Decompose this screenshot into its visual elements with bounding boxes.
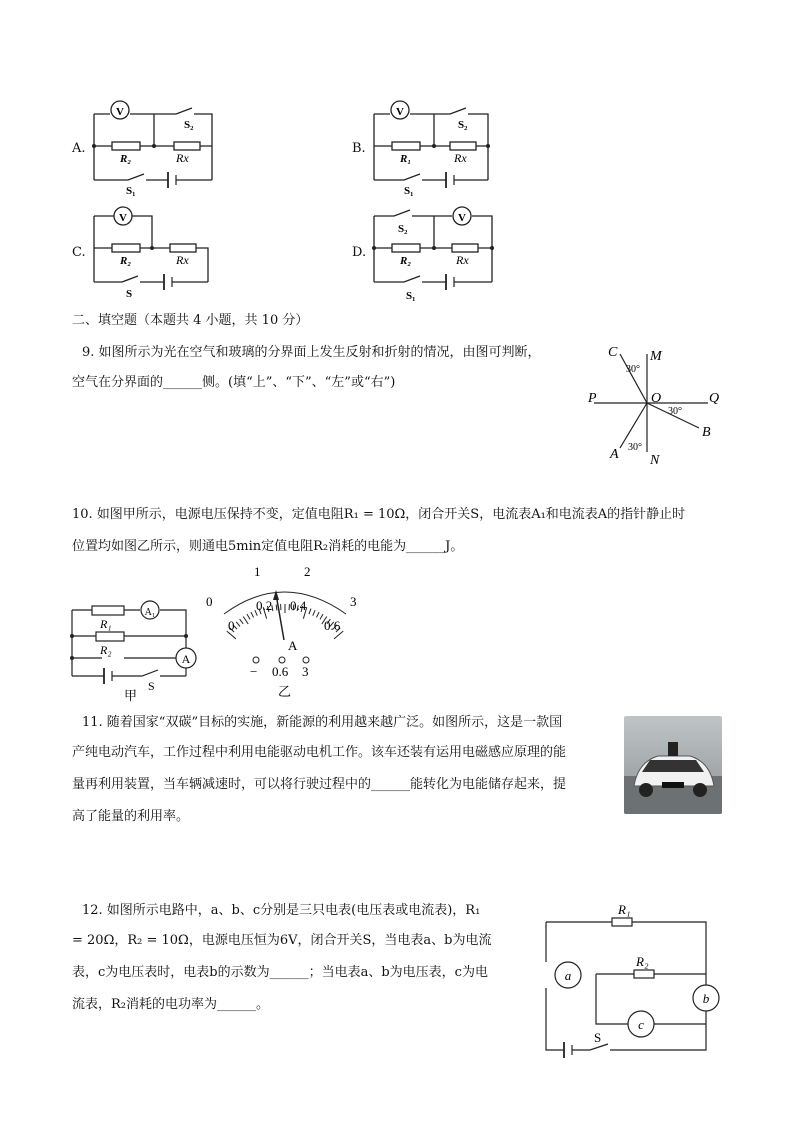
normal-label-m: M <box>650 349 662 364</box>
circuit-option-a <box>88 96 218 196</box>
q12-text-line2: = 20Ω，R₂ = 10Ω，电源电压恒为6V，闭合开关S，当电表a、b为电流 <box>72 933 492 948</box>
switch-label: S₂ <box>184 119 194 131</box>
section-title: 二、填空题（本题共 4 小题，共 10 分） <box>72 313 309 328</box>
interface-label-q: Q <box>709 391 720 406</box>
figure-label-yi: 乙 <box>278 684 292 699</box>
resistor-label: R₁ <box>400 153 412 165</box>
scale-bottom-tick: 0.2 <box>256 598 273 613</box>
q11-text-line3: 量再利用装置，当车辆减速时，可以将行驶过程中的______能转化为电能储存起来，提 <box>72 777 567 792</box>
resistor-label: Rx <box>454 151 467 165</box>
q12-circuit <box>536 898 726 1060</box>
dial-tick <box>276 605 277 611</box>
switch-label: S <box>148 679 155 693</box>
dial-tick <box>309 609 311 615</box>
q9-text-line2: 空气在分界面的______侧。(填“上”、“下”、“左”或“右”) <box>72 375 396 390</box>
q10-circuit-jia <box>66 596 206 706</box>
meter-c-label: c <box>638 1017 644 1032</box>
circuit-option-c <box>88 202 218 302</box>
resistor-label: R₂ <box>400 255 412 267</box>
circuit-option-d <box>368 202 498 302</box>
q12-text-line4: 流表，R₂消耗的电功率为______。 <box>72 997 269 1012</box>
dial-tick <box>313 610 315 616</box>
voltmeter-label: V <box>119 212 127 224</box>
resistor-label: Rx <box>456 253 469 267</box>
switch-label: S₁ <box>126 185 136 196</box>
circuit-option-b <box>368 96 498 196</box>
normal-label-n: N <box>650 453 660 468</box>
scale-bottom-tick: 0.4 <box>290 598 307 613</box>
q11-text-line1: 11. 随着国家“双碳”目标的实施，新能源的利用越来越广泛。如图所示，这是一款国 <box>82 715 563 730</box>
figure-label-jia: 甲 <box>124 688 138 703</box>
angle-label: 30° <box>626 364 640 375</box>
resistor-label: Rx <box>176 253 189 267</box>
dial-tick <box>243 617 248 625</box>
option-d-label: D. <box>352 245 367 260</box>
scale-top-tick: 0 <box>206 594 213 609</box>
dial-tick <box>316 612 319 617</box>
q12-text-line3: 表，c为电压表时，电表b的示数为______；当电表a、b为电压表，c为电 <box>72 965 488 980</box>
ammeter-a-label: A <box>181 652 191 666</box>
dial-tick <box>240 619 244 624</box>
switch-label: S₁ <box>404 185 414 196</box>
scale-top-tick: 3 <box>350 594 357 609</box>
scale-bottom-tick: 0 <box>228 618 235 633</box>
resistor-label: R₁ <box>100 617 112 631</box>
voltmeter-label: V <box>116 106 124 118</box>
terminal-label: 3 <box>302 664 309 679</box>
voltmeter-label: V <box>458 212 466 224</box>
dial-tick <box>236 622 240 627</box>
electric-car-photo <box>624 716 722 814</box>
resistor-label: R₂ <box>120 153 132 165</box>
resistor-r1-label: R₁ <box>618 902 631 917</box>
q9-text-line1: 9. 如图所示为光在空气和玻璃的分界面上发生反射和折射的情况，由图可判断， <box>82 345 541 360</box>
option-b-label: B. <box>352 141 366 156</box>
q10-text-line2: 位置均如图乙所示，则通电5min定值电阻R₂消耗的电能为______J。 <box>72 539 464 554</box>
terminal-label: 0.6 <box>272 664 289 679</box>
ray-label-a: A <box>610 447 619 462</box>
option-c-label: C. <box>72 245 86 260</box>
angle-label: 30° <box>628 442 642 453</box>
dial-tick <box>247 614 250 619</box>
meter-a-label: a <box>564 968 572 983</box>
voltmeter-label: V <box>396 106 404 118</box>
scale-bottom-tick: 0.6 <box>324 618 341 633</box>
q10-ammeter-dial <box>200 560 370 700</box>
q10-text-line1: 10. 如图甲所示，电源电压保持不变，定值电阻R₁ = 10Ω，闭合开关S，电流表A₁和电流表A的指针静止时 <box>72 507 686 522</box>
ray-label-b: B <box>702 425 711 440</box>
ray-label-c: C <box>608 345 618 360</box>
q11-text-line2: 产纯电动汽车，工作过程中利用电能驱动电机工作。该车还装有运用电磁感应原理的能 <box>72 745 567 760</box>
terminal-label: − <box>250 664 258 679</box>
switch-label: S <box>594 1030 602 1045</box>
angle-label: 30° <box>668 406 682 417</box>
switch-label: S₁ <box>406 290 416 302</box>
switch-label: S₂ <box>458 119 468 131</box>
meter-unit-label: A <box>288 638 298 653</box>
meter-b-label: b <box>702 991 710 1006</box>
resistor-label: R₂ <box>120 255 132 267</box>
q12-text-line1: 12. 如图所示电路中，a、b、c分别是三只电表(电压表或电流表)，R₁ <box>82 903 481 918</box>
interface-label-p: P <box>588 391 597 406</box>
resistor-label: R₂ <box>100 643 112 657</box>
ammeter-a1-label: A₁ <box>144 607 156 618</box>
point-label-o: O <box>651 391 662 406</box>
q11-text-line4: 高了能量的利用率。 <box>72 809 190 824</box>
scale-top-tick: 2 <box>304 564 311 579</box>
resistor-r2-label: R₂ <box>636 954 649 969</box>
switch-label: S₂ <box>398 223 408 235</box>
dial-tick <box>251 612 254 617</box>
scale-top-tick: 1 <box>254 564 261 579</box>
option-a-label: A. <box>72 141 86 156</box>
dial-tick <box>320 614 323 619</box>
q9-light-diagram <box>584 340 724 468</box>
switch-label: S <box>126 288 133 300</box>
resistor-label: Rx <box>176 151 189 165</box>
